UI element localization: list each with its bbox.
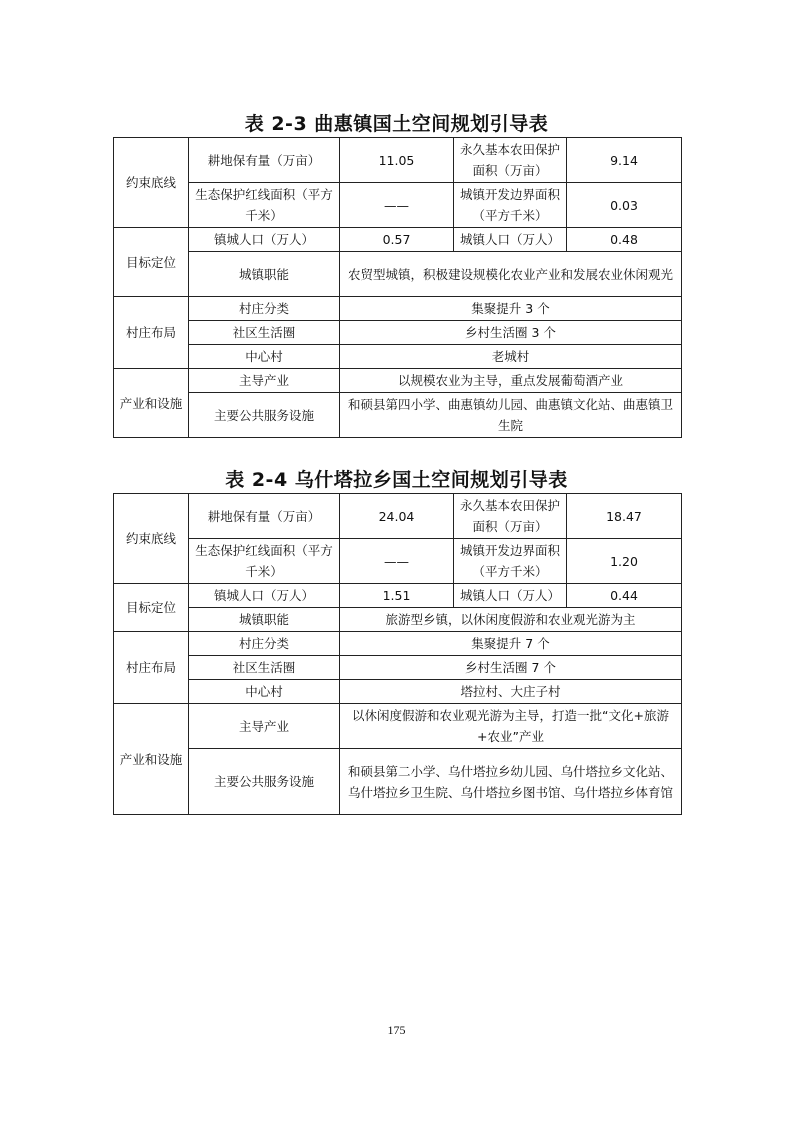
category-cell: 产业和设施 [114,704,189,815]
value-cell: 塔拉村、大庄子村 [340,680,682,704]
row-label: 中心村 [189,345,340,369]
table-row [114,321,682,345]
value-cell: 18.47 [567,494,682,539]
value-cell: 24.04 [340,494,454,539]
table-row [114,584,682,608]
value-cell: 老城村 [340,345,682,369]
table-row [114,632,682,656]
row-label: 生态保护红线面积（平方千米） [189,539,340,584]
row-label: 村庄分类 [189,297,340,321]
row-label: 城镇人口（万人） [454,228,567,252]
row-label: 主要公共服务设施 [189,749,340,815]
value-cell: 9.14 [567,138,682,183]
row-label: 城镇职能 [189,608,340,632]
table-row [114,345,682,369]
table-caption: 表 2-4 乌什塔拉乡国土空间规划引导表 [225,469,568,491]
table-row [114,749,682,815]
value-cell: —— [340,539,454,584]
row-label: 城镇职能 [189,252,340,297]
table-row [114,393,682,438]
table-row [114,704,682,749]
guide-table [113,493,682,815]
table-row [114,183,682,228]
value-cell: 1.51 [340,584,454,608]
value-cell: 0.44 [567,584,682,608]
table-row [114,608,682,632]
category-cell: 村庄布局 [114,297,189,369]
value-cell: 11.05 [340,138,454,183]
value-cell: 集聚提升 3 个 [340,297,682,321]
value-cell: 和硕县第四小学、曲惠镇幼儿园、曲惠镇文化站、曲惠镇卫生院 [340,393,682,438]
page-number: 175 [387,1023,406,1037]
table-row [114,228,682,252]
value-cell: —— [340,183,454,228]
value-cell: 以规模农业为主导，重点发展葡萄酒产业 [340,369,682,393]
row-label: 社区生活圈 [189,321,340,345]
value-cell: 0.03 [567,183,682,228]
guide-table [113,137,682,438]
row-label: 城镇开发边界面积（平方千米） [454,539,567,584]
table-row [114,369,682,393]
row-label: 永久基本农田保护面积（万亩） [454,138,567,183]
row-label: 永久基本农田保护面积（万亩） [454,494,567,539]
category-cell: 产业和设施 [114,369,189,438]
table-row [114,252,682,297]
category-cell: 目标定位 [114,584,189,632]
table-row [114,656,682,680]
row-label: 城镇开发边界面积（平方千米） [454,183,567,228]
value-cell: 乡村生活圈 7 个 [340,656,682,680]
table-row [114,297,682,321]
row-label: 耕地保有量（万亩） [189,494,340,539]
value-cell: 和硕县第二小学、乌什塔拉乡幼儿园、乌什塔拉乡文化站、乌什塔拉乡卫生院、乌什塔拉乡图书馆、乌什塔拉乡体育馆 [340,749,682,815]
row-label: 城镇人口（万人） [454,584,567,608]
value-cell: 集聚提升 7 个 [340,632,682,656]
category-cell: 目标定位 [114,228,189,297]
category-cell: 约束底线 [114,138,189,228]
row-label: 耕地保有量（万亩） [189,138,340,183]
row-label: 主导产业 [189,704,340,749]
row-label: 社区生活圈 [189,656,340,680]
category-cell: 村庄布局 [114,632,189,704]
table-row [114,138,682,183]
value-cell: 旅游型乡镇，以休闲度假游和农业观光游为主 [340,608,682,632]
row-label: 主要公共服务设施 [189,393,340,438]
value-cell: 以休闲度假游和农业观光游为主导，打造一批“文化+旅游+农业”产业 [340,704,682,749]
table-row [114,539,682,584]
table-row [114,680,682,704]
table-caption: 表 2-3 曲惠镇国土空间规划引导表 [244,113,549,135]
row-label: 中心村 [189,680,340,704]
value-cell: 乡村生活圈 3 个 [340,321,682,345]
row-label: 镇城人口（万人） [189,228,340,252]
table-row [114,494,682,539]
value-cell: 0.48 [567,228,682,252]
row-label: 村庄分类 [189,632,340,656]
row-label: 生态保护红线面积（平方千米） [189,183,340,228]
value-cell: 农贸型城镇，积极建设规模化农业产业和发展农业休闲观光 [340,252,682,297]
row-label: 镇城人口（万人） [189,584,340,608]
category-cell: 约束底线 [114,494,189,584]
row-label: 主导产业 [189,369,340,393]
value-cell: 1.20 [567,539,682,584]
value-cell: 0.57 [340,228,454,252]
